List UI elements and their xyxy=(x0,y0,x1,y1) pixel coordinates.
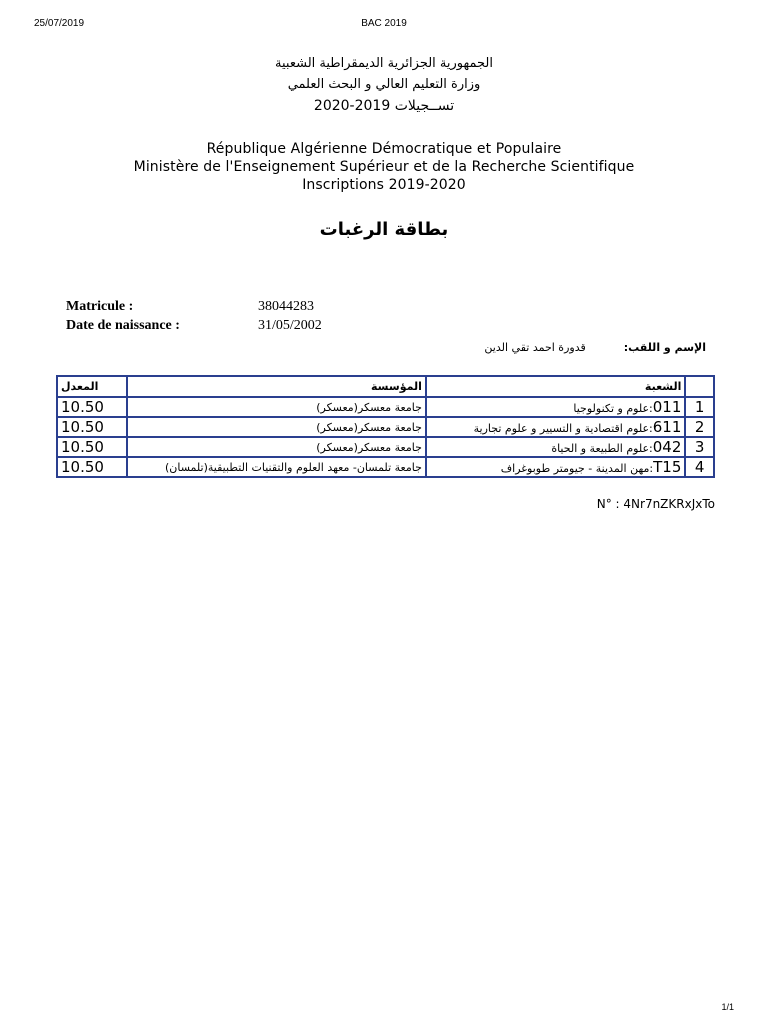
row-etablissement: جامعة معسكر(معسكر) xyxy=(127,437,426,457)
card-title: بطاقة الرغبات xyxy=(319,219,449,240)
matricule-label: Matricule : xyxy=(66,299,134,314)
table-row xyxy=(57,457,714,477)
filiere-code: 042 xyxy=(652,438,682,456)
name-value: قدورة احمد تقي الدين xyxy=(484,341,586,354)
filiere-code: 611 xyxy=(652,418,682,436)
row-moyenne: 10.50 xyxy=(57,397,127,417)
header-filiere: الشعبة xyxy=(426,376,686,397)
row-num: 2 xyxy=(685,417,714,437)
fr-inscriptions-title: Inscriptions 2019-2020 xyxy=(302,177,466,193)
row-filiere: 011:علوم و تكنولوجيا xyxy=(426,397,686,417)
name-label: الإسم و اللقب: xyxy=(623,341,706,354)
row-moyenne: 10.50 xyxy=(57,437,127,457)
filiere-code: T15 xyxy=(653,458,682,476)
table-row xyxy=(57,397,714,417)
table-header-row xyxy=(57,376,714,397)
header-num xyxy=(685,376,714,397)
header-moyenne: المعدل xyxy=(57,376,127,397)
matricule-value: 38044283 xyxy=(258,299,314,314)
filiere-name: علوم اقتصادية و التسيير و علوم تجارية xyxy=(473,422,650,435)
row-etablissement: جامعة معسكر(معسكر) xyxy=(127,397,426,417)
row-num: 1 xyxy=(685,397,714,417)
row-filiere: T15:مهن المدينة - جيومتر طوبوغراف xyxy=(426,457,686,477)
filiere-name: علوم الطبيعة و الحياة xyxy=(551,442,650,455)
table-row xyxy=(57,437,714,457)
ar-inscriptions-title: تســجيلات 2019-2020 xyxy=(313,98,455,114)
row-filiere: 611:علوم اقتصادية و التسيير و علوم تجارية xyxy=(426,417,686,437)
fr-republic-title: République Algérienne Démocratique et Populaire xyxy=(206,141,562,157)
dob-value: 31/05/2002 xyxy=(258,318,322,333)
header-etablissement: المؤسسة xyxy=(127,376,426,397)
document-number: N° : 4Nr7nZKRxJxTo xyxy=(596,497,715,511)
filiere-name: علوم و تكنولوجيا xyxy=(573,402,650,415)
print-title: BAC 2019 xyxy=(361,18,407,29)
row-num: 4 xyxy=(685,457,714,477)
filiere-name: مهن المدينة - جيومتر طوبوغراف xyxy=(500,462,650,475)
row-moyenne: 10.50 xyxy=(57,457,127,477)
filiere-code: 011 xyxy=(652,398,682,416)
row-filiere: 042:علوم الطبيعة و الحياة xyxy=(426,437,686,457)
page-number: 1/1 xyxy=(721,1002,734,1012)
table-row xyxy=(57,417,714,437)
ar-republic-title: الجمهورية الجزائرية الديمقراطية الشعبية xyxy=(275,56,493,71)
student-name-row xyxy=(484,341,706,354)
print-date: 25/07/2019 xyxy=(34,18,85,29)
row-num: 3 xyxy=(685,437,714,457)
ar-ministry-title: وزارة التعليم العالي و البحث العلمي xyxy=(287,77,481,92)
dob-label: Date de naissance : xyxy=(66,318,180,333)
fr-ministry-title: Ministère de l'Enseignement Supérieur et de la Recherche Scientifique xyxy=(133,159,635,175)
row-etablissement: جامعة تلمسان- معهد العلوم والتقنيات التطبيقية(تلمسان) xyxy=(127,457,426,477)
row-moyenne: 10.50 xyxy=(57,417,127,437)
print-header xyxy=(0,18,768,32)
row-etablissement: جامعة معسكر(معسكر) xyxy=(127,417,426,437)
choices-table xyxy=(56,375,715,478)
